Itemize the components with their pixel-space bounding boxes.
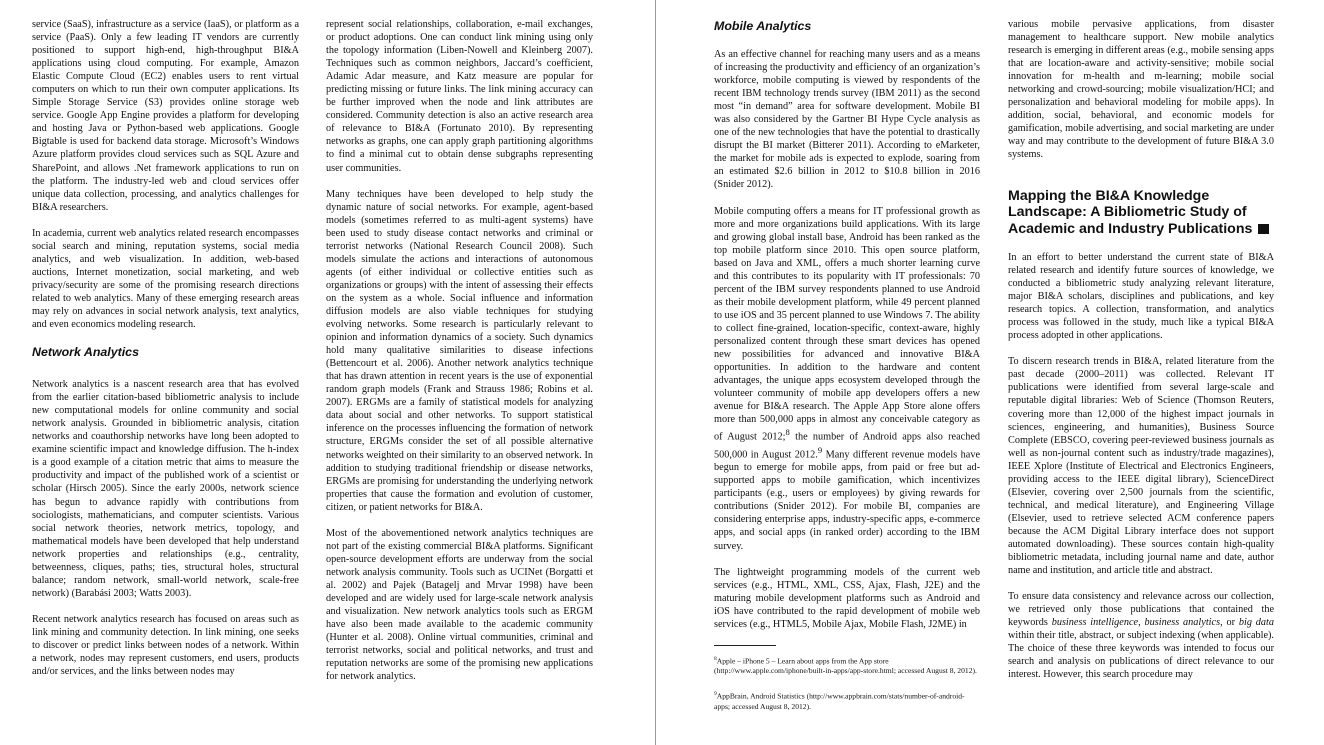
paragraph-text: Mobile computing offers a means for IT professional growth as more and more organizations build applications. With its large and growing global install base, Android has been ranked as the top mobile platform since 2010. This open source platform, based on Java and XML, offers a much shorter learning curve and this contributes to its popularity with IT professionals: 70 percent of the IBM survey respondents planned to use Android as their mobile development platform, while 49 percent planned to use iOS and 35 percent planned to use Windows 7. The ability to collect fine-grained, location-specific, context-aware, highly personalized content through these smart devices has opened new possibilities for advanced and innovative BI&A opportunities. In addition to the hardware and content advantages, the unique apps ecosystem developed through the volunteer community of mobile app developers offers a new avenue for BI&A research. The Apple App Store alone offers more than 500,000 apps in almost any conceivable category as of August 2012; (714, 205, 980, 443)
footnote-ref-9[interactable]: 9 (817, 444, 823, 455)
section-end-marker-icon (1258, 224, 1269, 234)
paragraph (714, 205, 980, 553)
separator: , (1138, 617, 1145, 629)
paragraph: As an effective channel for reaching many users and as a means of increasing the productivity and efficiency of an organization’s workforce, mobile computing is viewed by respondents of the recent IBM technology trends survey (IBM 2011) as the second most “in demand” area for software development. Mobile BI was also considered by the Gartner BI Hype Cycle analysis as one of the new technologies that have the potential to drastically disrupt the BI market (Bitterer 2011). According to eMarketer, the market for mobile ads is expected to explode, soaring from an estimated $2.6 billion in 2012 to $10.8 billion in 2016 (Snider 2012). (714, 49, 980, 191)
section-heading-bibliometric-study (1008, 188, 1274, 238)
paragraph-text: To ensure data consistency and relevance across our collection, we retrieved only those publications that contained the keywords (1008, 591, 1274, 629)
paragraph: represent social relationships, collaboration, e-mail exchanges, or product adoptions. One can conduct link mining using only the topology information (Liben-Nowell and Kleinberg 2007). Techniques such as common neighbors, Jaccard’s coefficient, Adamic Adar measure, and Katz measure are popular for predicting missing or future links. The link mining accuracy can be further improved when the node and link attributes are considered. Community detection is also an active research area of relevance to BI&A (Fortunato 2010). By representing networks as graphs, one can apply graph partitioning algorithms to find a minimal cut to obtain dense subgraphs representing user communities. (326, 19, 593, 174)
paragraph: The lightweight programming models of the current web services (e.g., HTML, XML, CSS, Ajax, Flash, J2E) and the maturing mobile development platforms such as Android and iOS have contributed to the rapid development of mobile web services (e.g., HTML5, Mobile Ajax, Mobile Flash, J2ME) in (714, 566, 980, 630)
keyword: business intelligence (1051, 617, 1139, 629)
paragraph (1008, 590, 1274, 681)
paragraph: various mobile pervasive applications, from disaster management to healthcare support. New mobile analytics research is emerging in different areas (e.g., mobile sensing apps that are location-aware and activity-sensitive; mobile social innovation for m-health and m-learning; mobile social networking and crowd-sourcing; mobile visualization/HCI; and personalization and behavioral modeling for mobile apps). In addition, social, behavioral, and economic models for gamification, mobile advertising, and social marketing are under way and may contribute to the development of future BI&A 3.0 systems. (1008, 19, 1274, 161)
paragraph: In an effort to better understand the current state of BI&A related research and identify future sources of knowledge, we conducted a bibliometric study analyzing relevant literature, major BI&A scholars, disciplines and publications, and key research topics. A collection, transformation, and analytics process was followed in the study, much like a typical BI&A process adopted in other applications. (1008, 252, 1274, 342)
paragraph: service (SaaS), infrastructure as a service (IaaS), or platform as a service (PaaS). Only a few leading IT vendors are currently positioned to support high-end, high-throughput BI&A applications using cloud computing. For example, Amazon Elastic Compute Cloud (EC2) enables users to rent virtual computers on which to run their own computer applications. Its Simple Storage Service (S3) provides online storage web service. Google App Engine provides a platform for developing and hosting Java or Python-based web applications. Google Bigtable is used for backend data storage. Microsoft’s Windows Azure platform provides cloud services such as SQL Azure and SharePoint, and allows .Net framework applications to run on the platform. The industry-led web and cloud services offer unique data collection, processing, and analytics challenges for BI&A researchers. (32, 19, 299, 213)
paragraph-text: within their title, abstract, or subject indexing (when applicable). The choice of these three keywords was intended to focus our search and analysis on publications of direct relevance to our interest. However, this search procedure may (1008, 630, 1274, 681)
footnote-text: AppBrain, Android Statistics (http://www.appbrain.com/stats/number-of-android-apps; accessed August 8, 2012). (714, 691, 965, 711)
right-page (656, 0, 1324, 745)
section-heading-network-analytics: Network Analytics (32, 345, 139, 360)
footnote-rule (714, 645, 776, 646)
paragraph: Most of the abovementioned network analytics techniques are not part of the existing commercial BI&A platforms. Significant open-source development efforts are underway from the social network analysis community. Tools such as UCINet (Borgatti et al. 2002) and Pajek (Batagelj and Mrvar 1998) have been developed and are widely used for large-scale network analysis and visualization. New network analytics tools such as ERGM have also been made available to the academic community (Hunter et al. 2008). Online virtual communities, criminal and terrorist networks, social and political networks, and trust and reputation networks are some of the promising new applications for network analytics. (326, 527, 593, 683)
separator: , or (1220, 617, 1239, 629)
footnote-text: Apple – iPhone 5 – Learn about apps from the App store (http://www.apple.com/iphone/built-in-apps/app-store.html; accessed August 8, 2012). (714, 656, 977, 676)
footnote-number: 9 (714, 691, 717, 698)
footnote-8 (714, 654, 980, 677)
footnote-number: 8 (714, 655, 717, 662)
right-column-2 (1008, 18, 1274, 694)
section-heading-mobile-analytics: Mobile Analytics (714, 19, 812, 33)
paragraph-text: the number of Android apps also reached 500,000 in August 2012. (714, 431, 980, 461)
paragraph-text: Many different revenue models have begun to emerge for mobile apps, from paid or free but ad-supported apps to mobile gamification, which incentivizes participants (e.g., users or employees) by giving rewards for contributions (Snider 2012). For mobile BI, companies are considering enterprise apps, industry-specific apps, e-commerce apps, and social apps (in ranked order) according to the IBM survey. (714, 449, 980, 552)
paragraph: In academia, current web analytics related research encompasses social search and mining, reputation systems, social media analytics, and web visualization. In addition, web-based auctions, Internet monetization, social marketing, and web privacy/security are some of the promising research directions related to web analytics. Many of these emerging research areas may rely on advances in social network analysis, text analytics, and even economics modeling research. (32, 227, 299, 331)
left-column-2 (326, 18, 593, 696)
left-page (0, 0, 655, 745)
right-column-1 (714, 18, 980, 725)
paragraph: To discern research trends in BI&A, related literature from the past decade (2000–2011) was collected. Relevant IT publications were identified from several large-scale and reputable digital libraries: Web of Science (Thomson Reuters, covering more than 12,000 of the highest impact journals in sciences, engineering, and humanities), Business Source Complete (EBSCO, covering peer-reviewed business journals as well as non-journal content such as industry/trade magazines), IEEE Xplore (Institute of Electrical and Electronics Engineers, providing access to the IEEE digital library), ScienceDirect (Elsevier, covering over 2,500 journals from the scientific, technical, and medical literature), and Engineering Village (Elsevier, used to retrieve selected ACM conference papers because the ACM Digital Library interface does not support automated downloading). These sources contain high-quality bibliometric metadata, including journal name and date, author name and institution, and article title and abstract. (1008, 356, 1274, 577)
footnote-9 (714, 689, 980, 712)
left-column-1 (32, 18, 299, 691)
footnote-ref-8[interactable]: 8 (785, 427, 790, 438)
keyword: business analytics (1144, 617, 1221, 629)
paragraph: Many techniques have been developed to help study the dynamic nature of social networks. For example, agent-based models (sometimes referred to as multi-agent systems) have been used to study disease contact networks and criminal or terrorist networks (National Research Council 2008). Such models simulate the actions and interactions of autonomous agents (of either individual or collective entities such as organizations or groups) with the intent of assessing their effects on the system as a whole. Social influence and information diffusion models are also viable techniques for studying evolving networks. Some research is particularly relevant to opinion and information dynamics of a society. Such dynamics hold many qualitative similarities to disease infections (Bettencourt et al. 2006). Another network analytics technique that has drawn attention in recent years is the use of exponential random graph models (Frank and Strauss 1986; Robins et al. 2007). ERGMs are a family of statistical models for analyzing data about social and other networks. To support statistical inference on the processes influencing the formation of network structure, ERGMs consider the set of all possible alternative networks weighted on their similarity to an observed network. In addition to studying traditional friendship or disease networks, ERGMs are promising for understanding the underlying network properties that cause the formation and evolution of customer, citizen, or patient networks for BI&A. (326, 188, 593, 513)
heading-text: Mapping the BI&A Knowledge Landscape: A Bibliometric Study of Academic and Industry Publications (1008, 187, 1253, 237)
paragraph: Network analytics is a nascent research area that has evolved from the earlier citation-based bibliometric analysis to include new computational models for online community and social network analysis. Grounded in bibliometric analysis, citation networks and coauthorship networks have long been adopted to examine scientific impact and knowledge diffusion. The h-index is a good example of a citation metric that aims to measure the productivity and impact of the published work of a scientist or scholar (Hirsch 2005). Since the early 2000s, network science has begun to advance rapidly with contributions from sociologists, mathematicians, and computer scientists. Various social network theories, network metrics, topology, and mathematical models have been developed that help understand network properties and relationships (e.g., centrality, betweenness, cliques, paths; ties, structural holes, structural balance; random network, small-world network, scale-free network) (Barabási 2003; Watts 2003). (32, 379, 299, 599)
keyword: big data (1238, 617, 1274, 629)
paragraph: Recent network analytics research has focused on areas such as link mining and community detection. In link mining, one seeks to discover or predict links between nodes of a network. Within a network, nodes may represent customers, end users, products and/or services, and the links between nodes may (32, 613, 299, 678)
